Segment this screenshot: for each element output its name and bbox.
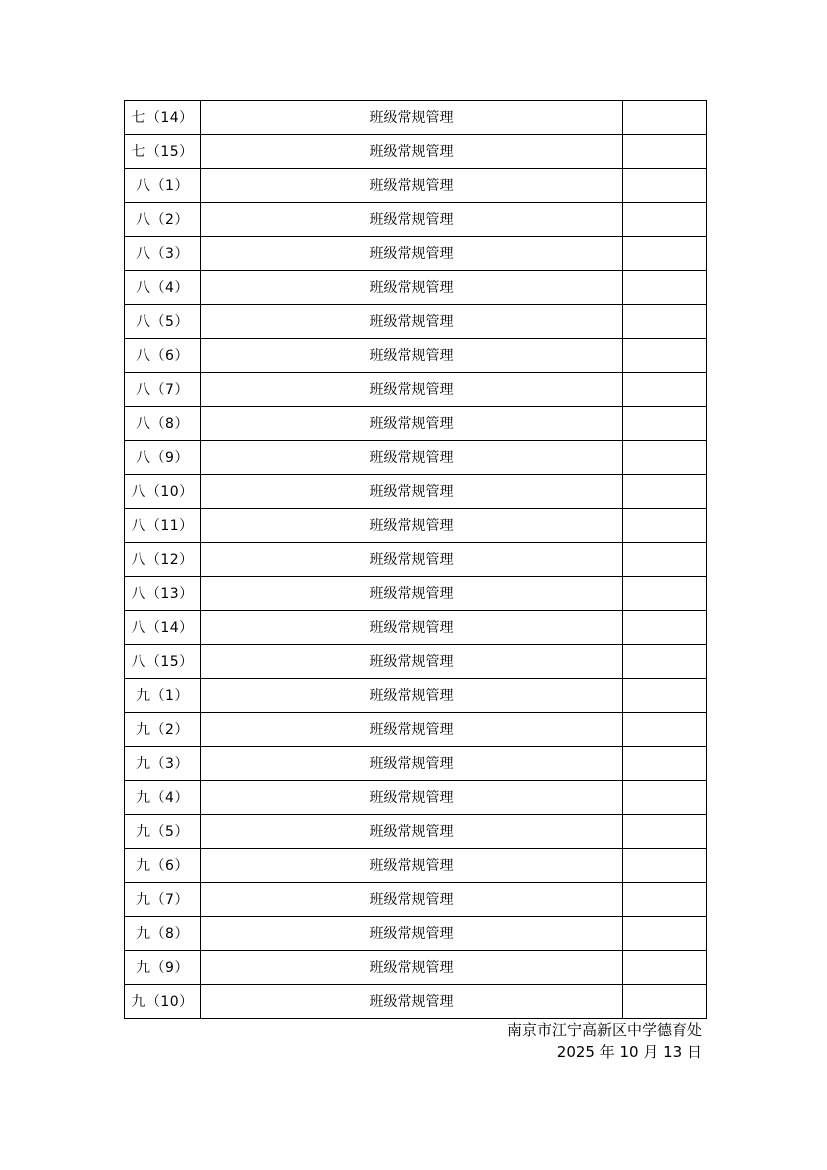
item-cell: 班级常规管理 — [201, 679, 623, 713]
table-row — [125, 815, 707, 849]
score-cell — [623, 543, 707, 577]
table-row — [125, 781, 707, 815]
table-row — [125, 645, 707, 679]
item-cell: 班级常规管理 — [201, 441, 623, 475]
table-row — [125, 543, 707, 577]
item-cell: 班级常规管理 — [201, 917, 623, 951]
table-row — [125, 917, 707, 951]
table-row — [125, 509, 707, 543]
score-cell — [623, 237, 707, 271]
item-cell: 班级常规管理 — [201, 305, 623, 339]
class-cell: 八（13） — [125, 577, 201, 611]
score-cell — [623, 985, 707, 1019]
class-cell: 八（2） — [125, 203, 201, 237]
table-row — [125, 203, 707, 237]
class-cell: 七（14） — [125, 101, 201, 135]
item-cell: 班级常规管理 — [201, 407, 623, 441]
score-cell — [623, 577, 707, 611]
score-cell — [623, 305, 707, 339]
score-cell — [623, 611, 707, 645]
class-cell: 八（5） — [125, 305, 201, 339]
score-cell — [623, 883, 707, 917]
signature-block — [507, 1019, 702, 1063]
item-cell: 班级常规管理 — [201, 747, 623, 781]
item-cell: 班级常规管理 — [201, 815, 623, 849]
class-cell: 八（7） — [125, 373, 201, 407]
score-cell — [623, 917, 707, 951]
item-cell: 班级常规管理 — [201, 475, 623, 509]
item-cell: 班级常规管理 — [201, 713, 623, 747]
item-cell: 班级常规管理 — [201, 271, 623, 305]
issue-date: 2025 年 10 月 13 日 — [556, 1043, 702, 1061]
class-cell: 八（1） — [125, 169, 201, 203]
item-cell: 班级常规管理 — [201, 101, 623, 135]
item-cell: 班级常规管理 — [201, 339, 623, 373]
item-cell: 班级常规管理 — [201, 237, 623, 271]
score-cell — [623, 849, 707, 883]
score-cell — [623, 407, 707, 441]
table-row — [125, 713, 707, 747]
score-cell — [623, 169, 707, 203]
class-cell: 九（3） — [125, 747, 201, 781]
table-row — [125, 339, 707, 373]
table-row — [125, 883, 707, 917]
issuing-organization: 南京市江宁高新区中学德育处 — [506, 1021, 702, 1039]
item-cell: 班级常规管理 — [201, 203, 623, 237]
item-cell: 班级常规管理 — [201, 849, 623, 883]
class-cell: 七（15） — [125, 135, 201, 169]
item-cell: 班级常规管理 — [201, 781, 623, 815]
item-cell: 班级常规管理 — [201, 645, 623, 679]
score-cell — [623, 645, 707, 679]
table-body — [125, 101, 707, 1019]
score-cell — [623, 135, 707, 169]
table-row — [125, 577, 707, 611]
score-cell — [623, 339, 707, 373]
class-cell: 九（7） — [125, 883, 201, 917]
table-row — [125, 101, 707, 135]
class-cell: 九（9） — [125, 951, 201, 985]
class-cell: 八（8） — [125, 407, 201, 441]
table-row — [125, 237, 707, 271]
score-cell — [623, 271, 707, 305]
table-row — [125, 407, 707, 441]
class-cell: 八（3） — [125, 237, 201, 271]
item-cell: 班级常规管理 — [201, 373, 623, 407]
table-row — [125, 475, 707, 509]
class-cell: 八（11） — [125, 509, 201, 543]
table-row — [125, 679, 707, 713]
score-cell — [623, 203, 707, 237]
class-cell: 八（14） — [125, 611, 201, 645]
table-row — [125, 951, 707, 985]
table-row — [125, 849, 707, 883]
class-cell: 八（12） — [125, 543, 201, 577]
item-cell: 班级常规管理 — [201, 509, 623, 543]
item-cell: 班级常规管理 — [201, 577, 623, 611]
table-row — [125, 611, 707, 645]
table-row — [125, 441, 707, 475]
item-cell: 班级常规管理 — [201, 951, 623, 985]
item-cell: 班级常规管理 — [201, 135, 623, 169]
table-row — [125, 169, 707, 203]
class-cell: 九（4） — [125, 781, 201, 815]
item-cell: 班级常规管理 — [201, 883, 623, 917]
score-cell — [623, 679, 707, 713]
class-cell: 九（5） — [125, 815, 201, 849]
score-cell — [623, 747, 707, 781]
score-cell — [623, 441, 707, 475]
score-cell — [623, 101, 707, 135]
class-cell: 八（10） — [125, 475, 201, 509]
class-cell: 八（9） — [125, 441, 201, 475]
item-cell: 班级常规管理 — [201, 985, 623, 1019]
score-cell — [623, 815, 707, 849]
score-cell — [623, 475, 707, 509]
item-cell: 班级常规管理 — [201, 169, 623, 203]
score-cell — [623, 781, 707, 815]
table-row — [125, 305, 707, 339]
item-cell: 班级常规管理 — [201, 611, 623, 645]
table-row — [125, 373, 707, 407]
class-management-table — [124, 100, 707, 1019]
class-cell: 八（6） — [125, 339, 201, 373]
item-cell: 班级常规管理 — [201, 543, 623, 577]
class-cell: 八（4） — [125, 271, 201, 305]
table-row — [125, 747, 707, 781]
class-cell: 九（1） — [125, 679, 201, 713]
class-cell: 九（10） — [125, 985, 201, 1019]
score-cell — [623, 951, 707, 985]
table-row — [125, 271, 707, 305]
class-cell: 九（2） — [125, 713, 201, 747]
table-row — [125, 135, 707, 169]
score-cell — [623, 713, 707, 747]
class-cell: 九（6） — [125, 849, 201, 883]
score-cell — [623, 373, 707, 407]
table-row — [125, 985, 707, 1019]
class-cell: 九（8） — [125, 917, 201, 951]
class-cell: 八（15） — [125, 645, 201, 679]
score-cell — [623, 509, 707, 543]
